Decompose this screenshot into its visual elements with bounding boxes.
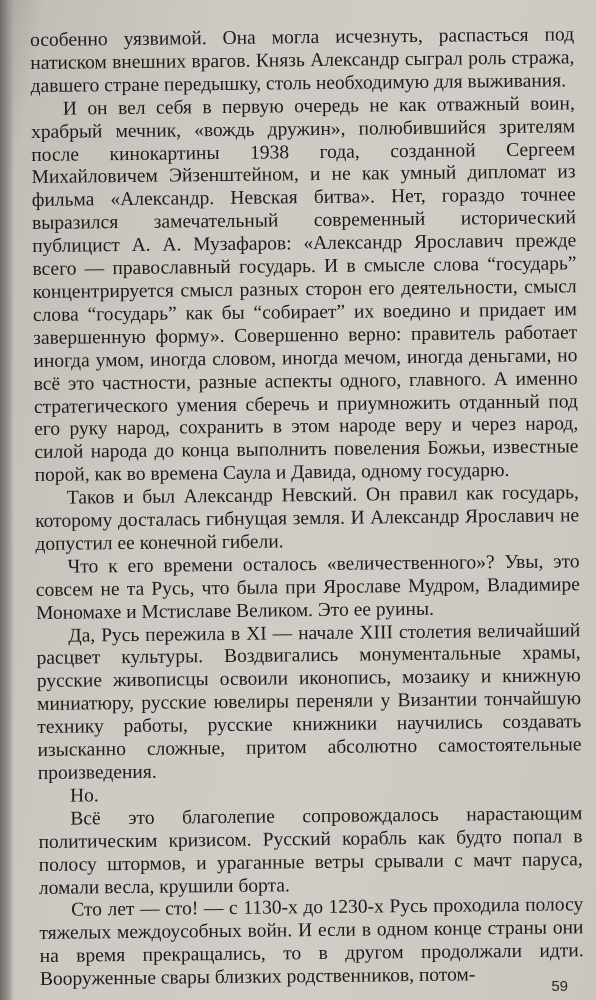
book-gutter-shadow [0, 0, 14, 1000]
paragraph-6: Но. [69, 785, 99, 807]
paragraph-1: особенно уязвимой. Она могла исчезнуть, распасться под натиском внешних врагов. Князь Александр сыграл роль стража, давшего стране передышку, столь необходимую для выживания. [30, 24, 575, 97]
paragraph-2: И он вел себя в первую очередь не как отважный воин, храбрый мечник, «вождь дружин», полюбившийся зрителям после кинокартины 1938 года, созданной Сергеем Михайловичем Эйзенштейном, и не как умный дипломат из фильма «Александр. Невская битва». Нет, гораздо точнее выразился замечательный современный исторический публицист А. А. Музафаров: «Александр Ярославич прежде всего — православный государь. И в смысле слова “государь” концентрируется смысл разных сторон его деятельности, смысл слова “государь” как бы “собирает” их воедино и придает им завершенную форму». Совершенно верно: правитель работает иногда умом, иногда словом, иногда мечом, иногда деньгами, но всё это частности, разные аспекты одного, главного. А именно стратегического умения сберечь и приумножить отданный под его руку народ, сохранить в этом народе веру и через народ, силой народа до конца выполнить повеления Божьи, известные порой, как во времена Саула и Давида, одному государю. [30, 93, 579, 487]
page-text-block [30, 24, 584, 992]
paragraph-5: Да, Русь пережила в XI — начале XIII столетия величайший расцвет культуры. Воздвигались монументальные храмы, русские живописцы освоили иконопись, мозаику и книжную миниатюру, русские ювелиры переняли у Византии тончайшую технику работы, русские книжники научились создавать изысканно сложные, притом абсолютно самостоятельные произведения. [36, 619, 582, 784]
page-number: 59 [551, 978, 568, 995]
paragraph-8: Сто лет — сто! — с 1130-х до 1230-х Русь проходила полосу тяжелых междоусобных войн. И если в одном конце страны они на время прекращались, то в другом продолжали идти. Вооруженные свары близких родственников, потом- [39, 894, 584, 991]
paragraph-3: Таков и был Александр Невский. Он правил как государь, которому досталась гибнущая земля. И Александр Ярославич не допустил ее конечной гибели. [35, 482, 580, 555]
paragraph-7: Всё это благолепие сопровождалось нарастающим политическим кризисом. Русский корабль как будто попал в полосу штормов, и ураганные ветры срывали с мачт паруса, ломали весла, крушили борта. [38, 803, 583, 899]
paragraph-4: Что к его времени осталось «величественного»? Увы, это совсем не та Русь, что была при Ярославе Мудром, Владимире Мономахе и Мстиславе Великом. Это ее руины. [35, 551, 580, 624]
